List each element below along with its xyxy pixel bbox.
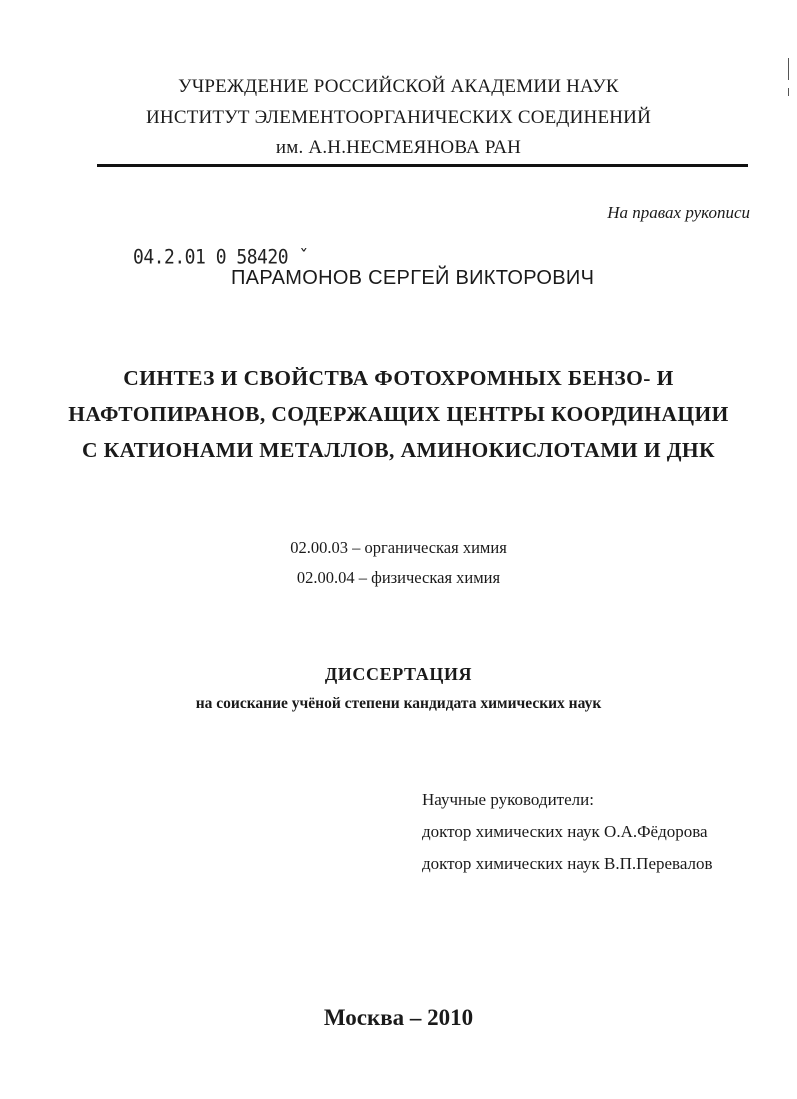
institution-line-1: УЧРЕЖДЕНИЕ РОССИЙСКОЙ АКАДЕМИИ НАУК: [178, 76, 619, 97]
author-name: ПАРАМОНОВ СЕРГЕЙ ВИКТОРОВИЧ: [231, 267, 595, 289]
supervisors-label: Научные руководители:: [422, 790, 594, 809]
dissertation-title-line-1: СИНТЕЗ И СВОЙСТВА ФОТОХРОМНЫХ БЕНЗО- И: [123, 366, 674, 390]
scan-margin-mark: [788, 58, 789, 80]
supervisor-2: доктор химических наук В.П.Перевалов: [422, 854, 713, 873]
specialty-1: 02.00.03 – органическая химия: [290, 538, 507, 557]
rights-note: На правах рукописи: [607, 203, 750, 222]
dissertation-title-line-3: С КАТИОНАМИ МЕТАЛЛОВ, АМИНОКИСЛОТАМИ И ДНК: [81, 438, 716, 462]
scan-margin-mark-2: [788, 88, 789, 96]
institution-line-3: им. А.Н.НЕСМЕЯНОВА РАН: [275, 137, 522, 158]
registration-stamp: 04.2.01 0 58420 ˇ: [133, 245, 309, 270]
supervisor-1: доктор химических наук О.А.Фёдорова: [422, 822, 708, 841]
header-divider: [97, 164, 748, 167]
dissertation-subtitle: на соискание учёной степени кандидата химических наук: [195, 695, 602, 712]
institution-line-2: ИНСТИТУТ ЭЛЕМЕНТООРГАНИЧЕСКИХ СОЕДИНЕНИЙ: [145, 107, 652, 128]
dissertation-heading: ДИССЕРТАЦИЯ: [324, 664, 473, 684]
dissertation-title-line-2: НАФТОПИРАНОВ, СОДЕРЖАЩИХ ЦЕНТРЫ КООРДИНАЦИИ: [68, 402, 729, 426]
specialty-2: 02.00.04 – физическая химия: [296, 568, 501, 587]
city-year: Москва – 2010: [323, 1005, 474, 1030]
